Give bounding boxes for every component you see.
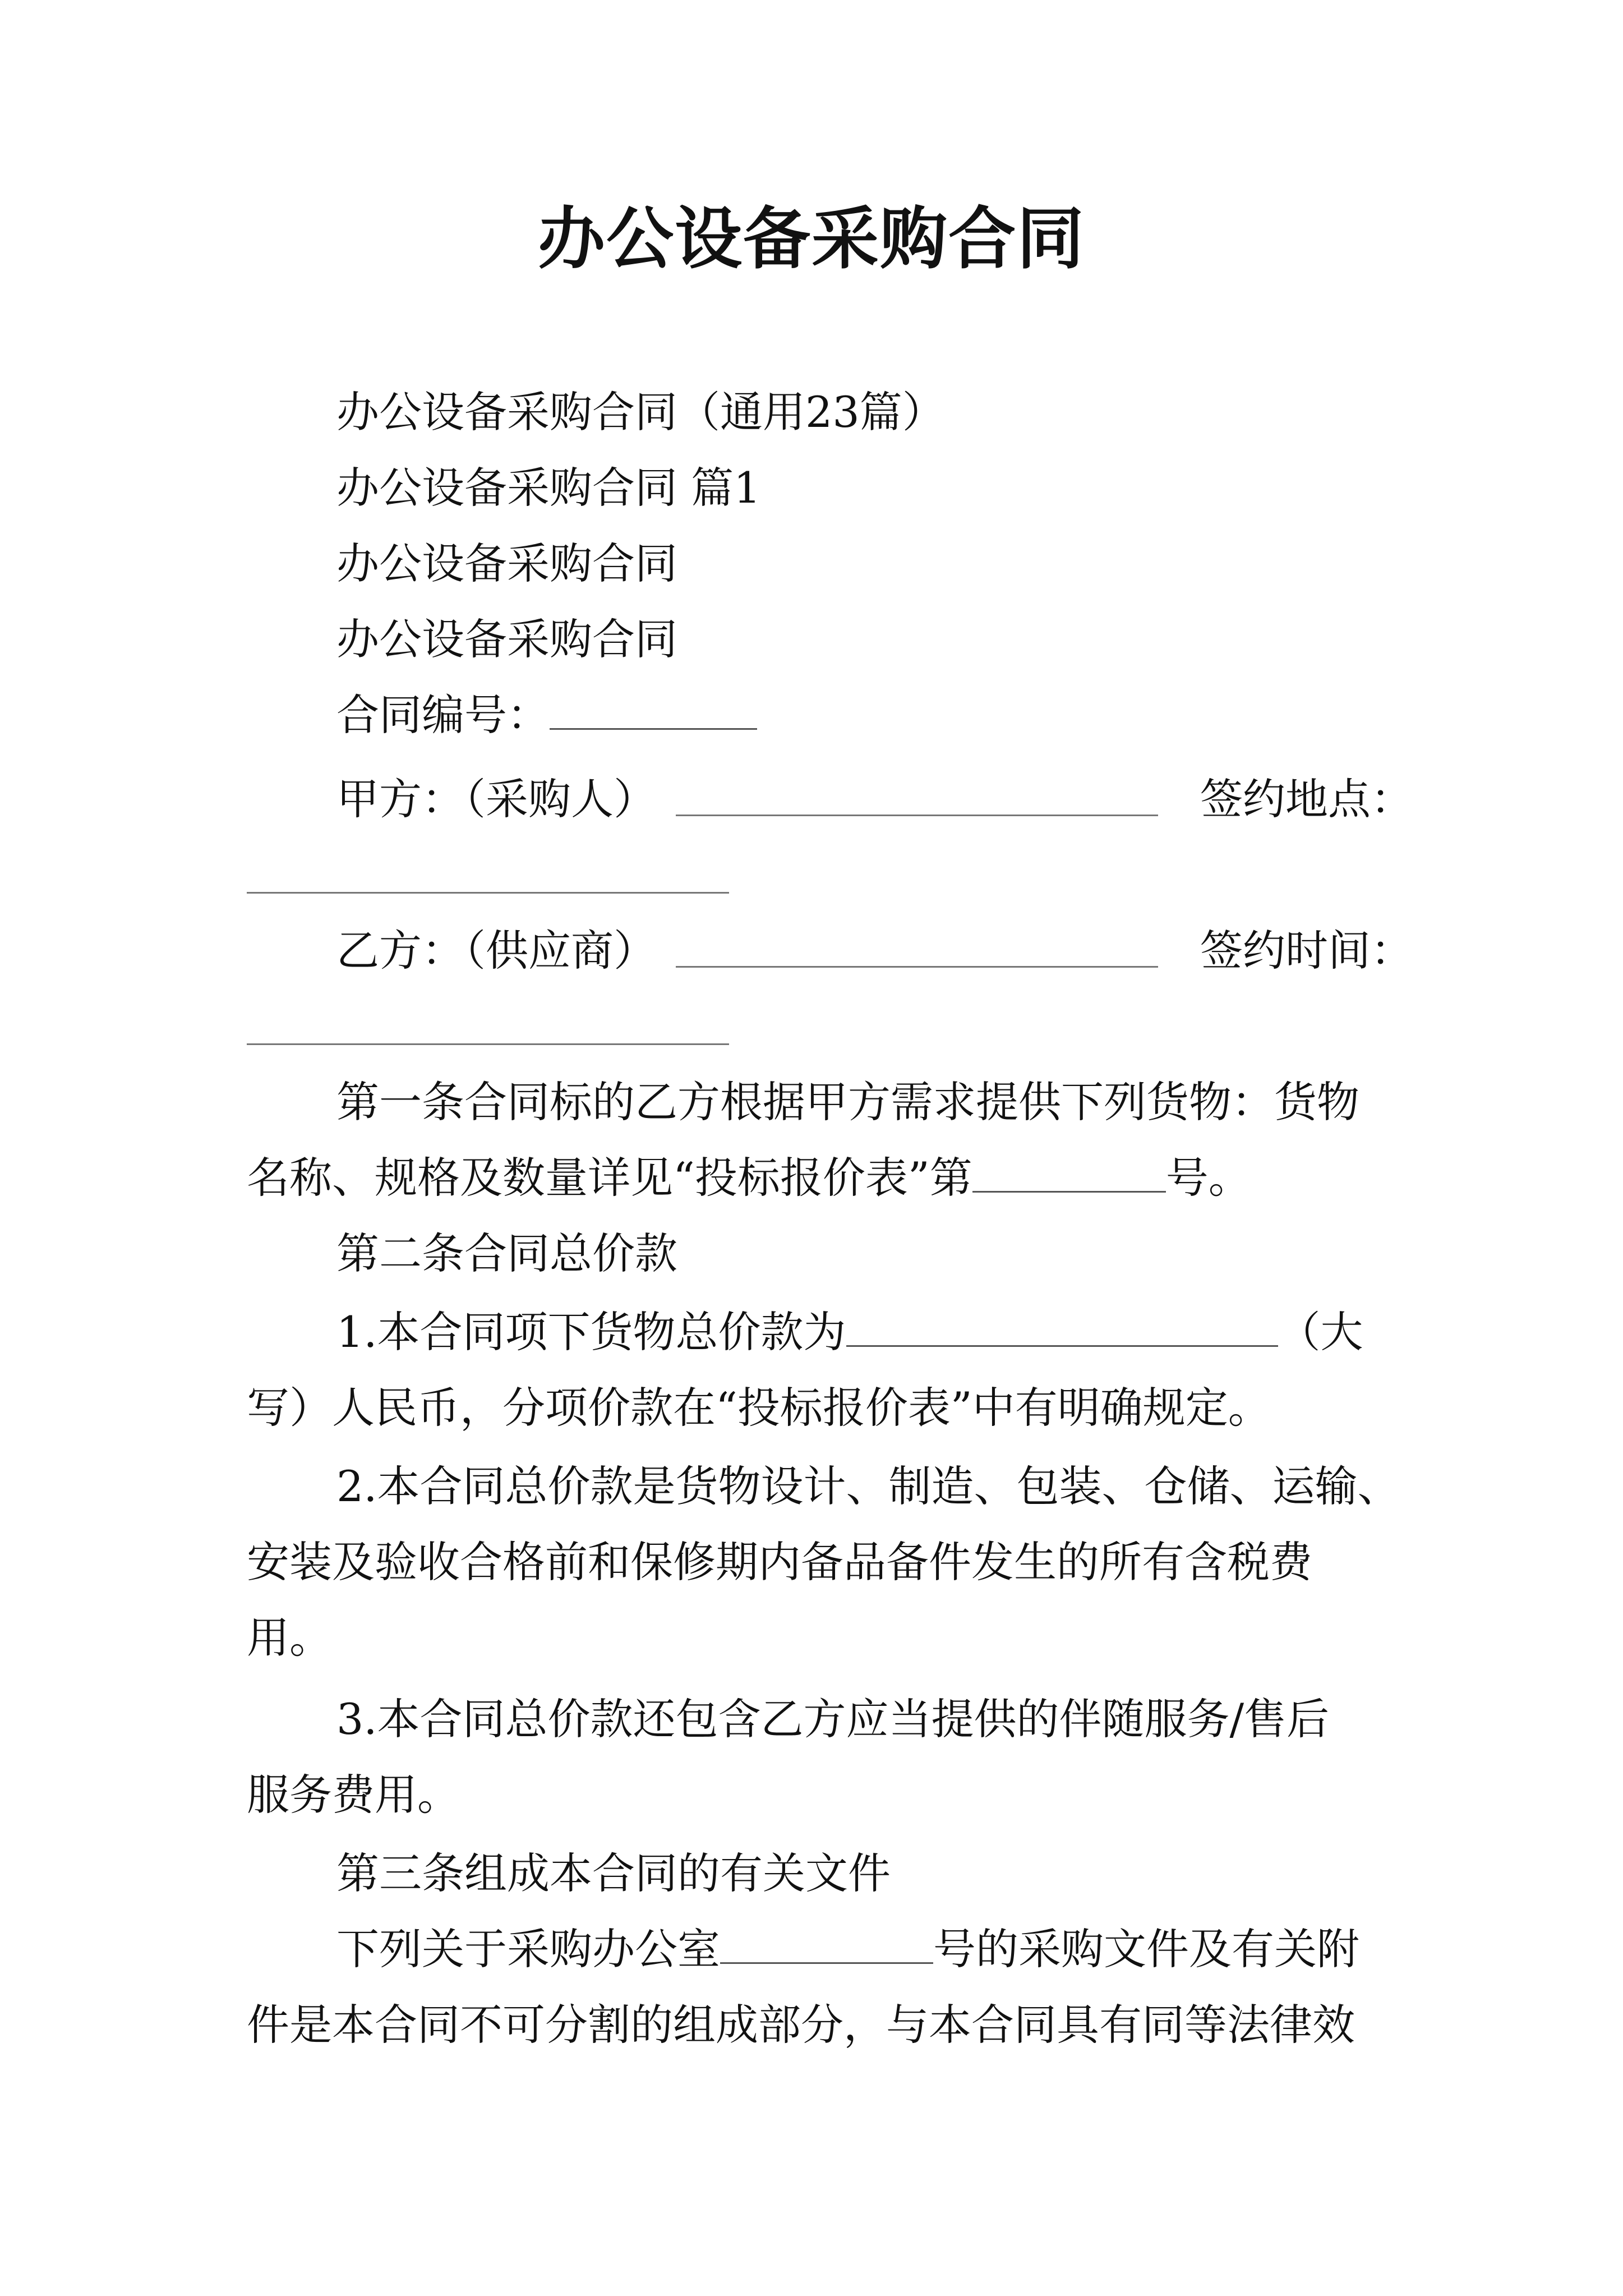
article-1-line-1: 第一条合同标的乙方根据甲方需求提供下列货物：货物 <box>336 1077 1359 1127</box>
article-3-line-2: 件是本合同不可分割的组成部分，与本合同具有同等法律效 <box>247 2000 1355 2050</box>
article-1-line-2 <box>247 1147 1251 1209</box>
article-3-suffix: 号的采购文件及有关附 <box>933 1924 1359 1974</box>
article-3-line-1 <box>336 1918 1359 1980</box>
document-title: 办公设备采购合同 <box>538 200 1085 278</box>
sign-place-blank <box>247 892 729 894</box>
article-1-blank <box>972 1152 1166 1193</box>
article-2-para-3-line-2: 服务费用。 <box>247 1770 460 1820</box>
document-subtitle: 办公设备采购合同（通用23篇） <box>336 387 945 437</box>
sign-place-label: 签约地点： <box>1200 774 1413 824</box>
contract-number-label: 合同编号： <box>336 690 550 740</box>
article-2-para-1-text: 1.本合同项下货物总价款为 <box>336 1307 846 1357</box>
party-a-blank <box>676 815 1158 816</box>
article-2-para-2-line-3: 用。 <box>247 1613 332 1663</box>
article-2-para-1-line-1 <box>336 1301 1363 1363</box>
article-1-suffix: 号。 <box>1165 1153 1251 1203</box>
article-3-text: 下列关于采购办公室 <box>336 1924 720 1974</box>
piece-heading: 办公设备采购合同 篇1 <box>336 463 761 513</box>
party-b-label: 乙方：（供应商） <box>336 926 656 976</box>
article-2-para-1-suffix: （大 <box>1278 1307 1363 1357</box>
article-3-heading: 第三条组成本合同的有关文件 <box>336 1848 891 1898</box>
article-2-para-2-line-2: 安装及验收合格前和保修期内备品备件发生的所有含税费 <box>247 1537 1312 1587</box>
contract-number-row <box>336 684 757 746</box>
contract-heading-b: 办公设备采购合同 <box>336 614 677 664</box>
party-a-label: 甲方：（采购人） <box>336 774 656 824</box>
party-b-blank <box>676 966 1158 968</box>
article-2-para-3-line-1: 3.本合同总价款还包含乙方应当提供的伴随服务/售后 <box>336 1694 1330 1744</box>
procurement-office-blank <box>720 1923 933 1964</box>
article-1-text: 名称、规格及数量详见“投标报价表”第 <box>247 1153 972 1203</box>
article-2-para-2-line-1: 2.本合同总价款是货物设计、制造、包装、仓储、运输、 <box>336 1461 1400 1511</box>
total-price-blank <box>846 1306 1278 1347</box>
article-2-heading: 第二条合同总价款 <box>336 1228 677 1278</box>
sign-time-label: 签约时间： <box>1200 926 1413 976</box>
contract-number-blank <box>550 689 757 730</box>
sign-time-blank <box>247 1043 729 1045</box>
article-2-para-1-line-2: 写）人民币，分项价款在“投标报价表”中有明确规定。 <box>247 1383 1271 1433</box>
contract-heading-a: 办公设备采购合同 <box>336 539 677 588</box>
